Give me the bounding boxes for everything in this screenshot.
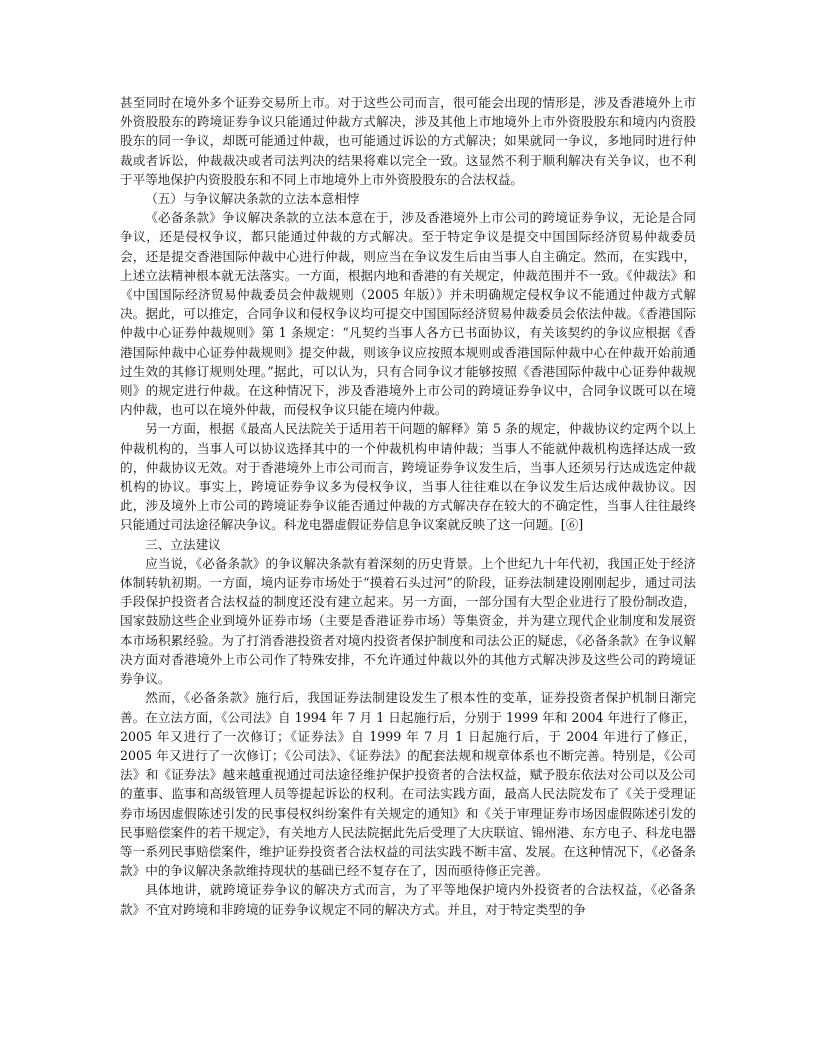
section-heading-3: 三、立法建议 bbox=[145, 536, 221, 552]
paragraph: 应当说，《必备条款》的争议解决条款有着深刻的历史背景。上个世纪九十年代初，我国正处于经济体制转轨初期。一方面，境内证券市场处于“摸着石头过河”的阶段，证券法制建设刚刚起步，通过司法手段保护投资者合法权益的制度还没有建立起来。另一方面，一部分国有大型企业进行了股份制改造，国家鼓励这些企业到境外证券市场（主要是香港证券市场）等集资金，并为建立现代企业制度和发展资本市场积累经验。为了打消香港投资者对境内投资者保护制度和司法公正的疑虑，《必备条款》在争议解决方面对香港境外上市公司作了特殊安排，不允许通过仲裁以外的其他方式解决涉及这些公司的跨境证券争议。 bbox=[120, 555, 696, 687]
paragraph-continuation: 甚至同时在境外多个证券交易所上市。对于这些公司而言，很可能会出现的情形是，涉及香港境外上市外资股股东的跨境证券争议只能通过仲裁方式解决，涉及其他上市地境外上市外资股股东和境内内资股股东的同一争议，却既可能通过仲裁，也可能通过诉讼的方式解决；如果就同一争议，多地同时进行仲裁或者诉讼，仲裁裁决或者司法判决的结果将难以完全一致。这显然不利于顺利解决有关争议，也不利于平等地保护内资股股东和不同上市地境外上市外资股股东的合法权益。 bbox=[120, 95, 696, 187]
paragraph: 《必备条款》争议解决条款的立法本意在于，涉及香港境外上市公司的跨境证券争议，无论是合同争议，还是侵权争议，都只能通过仲裁的方式解决。至于特定争议是提交中国国际经济贸易仲裁委员会，还是提交香港国际仲裁中心进行仲裁，则应当在争议发生后由当事人自主确定。然而，在实践中，上述立法精神根本就无法落实。一方面，根据内地和香港的有关规定，仲裁范围并不一致。《仲裁法》和《中国国际经济贸易仲裁委员会仲裁规则（2005 年版）》并未明确规定侵权争议不能通过仲裁方式解决。据此，可以推定，合同争议和侵权争议均可提交中国国际经济贸易仲裁委员会依法仲裁。《香港国际仲裁中心证券仲裁规则》第 1 条规定：“凡契约当事人各方已书面协议，有关该契约的争议应根据《香港国际仲裁中心证券仲裁规则》提交仲裁，则该争议应按照本规则或香港国际仲裁中心在仲裁开始前通过生效的其修订规则处理。”据此，可以认为，只有合同争议才能够按照《香港国际仲裁中心证券仲裁规则》的规定进行仲裁。在这种情况下，涉及香港境外上市公司的跨境证券争议中，合同争议既可以在境内仲裁，也可以在境外仲裁，而侵权争议只能在境内仲裁。 bbox=[120, 210, 696, 418]
paragraph: 然而，《必备条款》施行后，我国证券法制建设发生了根本性的变革，证券投资者保护机制日渐完善。在立法方面，《公司法》自 1994 年 7 月 1 日起施行后，分别于 1999 年和 2004 年进行了修正，2005 年又进行了一次修订；《证券法》自 1999 年 7 月 1 日起施行后，于 2004 年进行了修正，2005 年又进行了一次修订；《公司法》、《证券法》的配套法规和规章体系也不断完善。特别是，《公司法》和《证券法》越来越重视通过司法途径维护保护投资者的合法权益，赋予股东依法对公司以及公司的董事、监事和高级管理人员等提起诉讼的权利。在司法实践方面，最高人民法院发布了《关于受理证券市场因虚假陈述引发的民事侵权纠纷案件有关规定的通知》和《关于审理证券市场因虚假陈述引发的民事赔偿案件的若干规定》，有关地方人民法院据此先后受理了大庆联谊、锦州港、东方电子、科龙电器等一系列民事赔偿案件，维护证券投资者合法权益的司法实践不断丰富、发展。在这种情况下，《必备条款》中的争议解决条款维持现状的基础已经不复存在了，因而亟待修正完善。 bbox=[120, 690, 696, 879]
document-body bbox=[120, 93, 696, 919]
paragraph: 具体地讲，就跨境证券争议的解决方式而言，为了平等地保护境内外投资者的合法权益，《必备条款》不宜对跨境和非跨境的证券争议规定不同的解决方式。并且，对于特定类型的争 bbox=[120, 882, 696, 917]
section-heading-5: （五）与争议解决条款的立法本意相悖 bbox=[145, 191, 360, 207]
paragraph: 另一方面，根据《最高人民法院关于适用若干问题的解释》第 5 条的规定，仲裁协议约定两个以上仲裁机构的，当事人可以协议选择其中的一个仲裁机构申请仲裁；当事人不能就仲裁机构选择达成一致的，仲裁协议无效。对于香港境外上市公司而言，跨境证券争议发生后，当事人还须另行达成选定仲裁机构的协议。事实上，跨境证券争议多为侵权争议，当事人往往难以在争议发生后达成仲裁协议。因此，涉及境外上市公司的跨境证券争议能否通过仲裁的方式解决存在较大的不确定性，当事人往往最终只能通过司法途径解决争议。科龙电器虚假证券信息争议案就反映了这一问题。[⑥] bbox=[120, 421, 696, 533]
